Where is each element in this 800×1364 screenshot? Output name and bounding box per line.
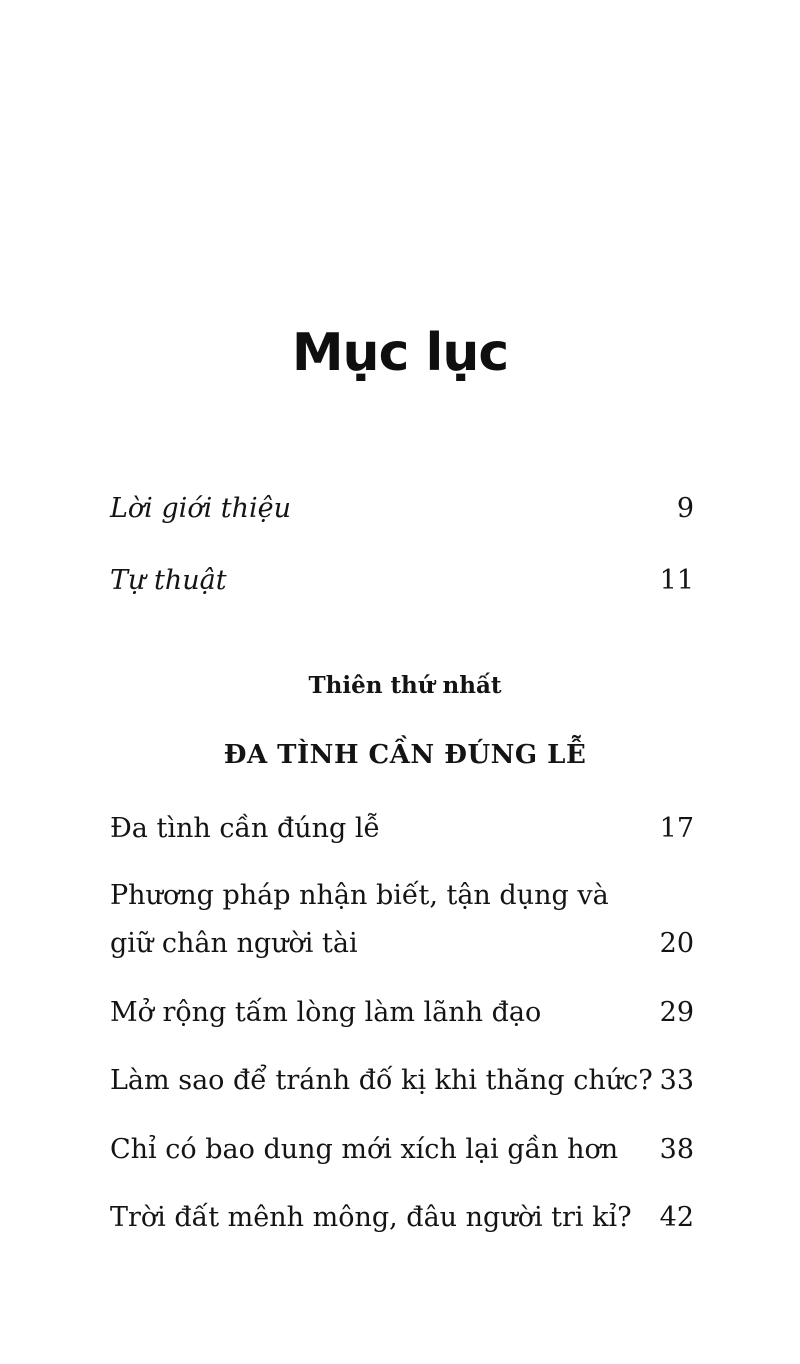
toc-entry-label <box>110 872 609 968</box>
toc-entry-label: Mở rộng tấm lòng làm lãnh đạo <box>110 997 542 1028</box>
toc-entry-label-line: giữ chân người tài <box>110 928 358 959</box>
toc-entry-label: Trời đất mênh mông, đâu người tri kỉ? <box>110 1202 632 1233</box>
toc-entry-page-number: 38 <box>659 1134 694 1165</box>
toc-entry-page-number: 33 <box>659 1065 694 1096</box>
section-heading: ĐA TÌNH CẦN ĐÚNG LỄ <box>223 740 587 770</box>
toc-entry-page-number: 17 <box>659 813 694 844</box>
toc-entry-page-number: 9 <box>676 493 694 524</box>
toc-entry-label: Chỉ có bao dung mới xích lại gần hơn <box>110 1134 619 1165</box>
page-title: Mục lục <box>291 322 509 383</box>
toc-entry-label: Lời giới thiệu <box>110 493 292 524</box>
toc-entry <box>110 872 694 968</box>
toc-entry <box>110 1204 694 1231</box>
toc-entry-label-line: Phương pháp nhận biết, tận dụng và <box>110 880 609 911</box>
toc-entry <box>110 815 694 842</box>
section-kicker: Thiên thứ nhất <box>308 672 502 699</box>
toc-entry <box>110 1136 694 1163</box>
toc-entry-introduction <box>110 495 694 522</box>
toc-entry-label: Tự thuật <box>110 565 227 596</box>
toc-entry <box>110 999 694 1026</box>
toc-entry-page-number: 20 <box>659 928 694 959</box>
toc-entry-label: Đa tình cần đúng lễ <box>110 813 381 844</box>
toc-entry-label: Làm sao để tránh đố kị khi thăng chức? <box>110 1065 653 1096</box>
toc-entry-preface <box>110 567 694 594</box>
toc-entry-page-number: 29 <box>659 997 694 1028</box>
toc-entry <box>110 1067 694 1094</box>
toc-entry-page-number: 42 <box>659 1202 694 1233</box>
toc-entry-page-number: 11 <box>659 565 694 596</box>
